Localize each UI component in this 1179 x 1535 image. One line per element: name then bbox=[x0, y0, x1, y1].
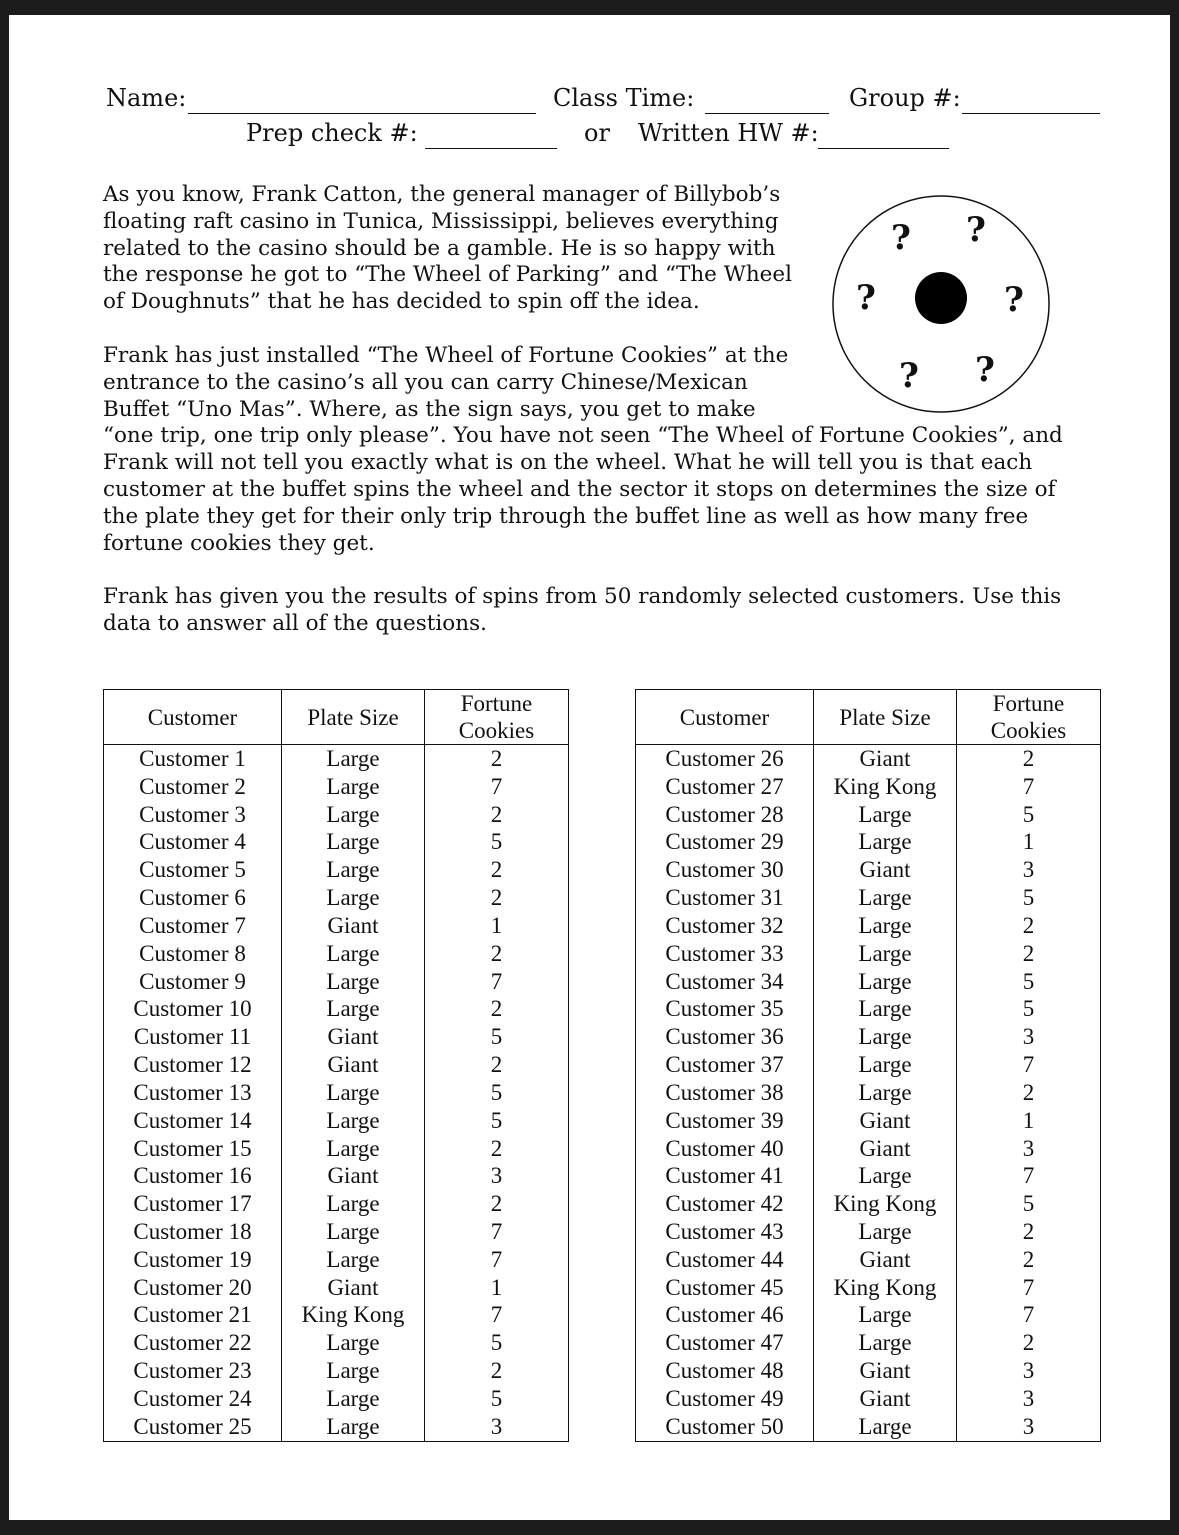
plate-size-cell: Large bbox=[282, 940, 425, 968]
description-line: the plate they get for their only trip through the buffet line as well as how many free bbox=[103, 503, 1029, 529]
fortune-cookies-cell: 2 bbox=[957, 1246, 1101, 1274]
fortune-cookies-cell: 2 bbox=[957, 1329, 1101, 1357]
fortune-cookies-cell: 7 bbox=[425, 1218, 569, 1246]
table-row bbox=[636, 1385, 1101, 1413]
plate-size-cell: Large bbox=[282, 773, 425, 801]
customer-cell: Customer 42 bbox=[636, 1190, 814, 1218]
plate-size-cell: Large bbox=[814, 884, 957, 912]
table-row bbox=[636, 1079, 1101, 1107]
table-row bbox=[636, 1274, 1101, 1302]
customer-cell: Customer 8 bbox=[104, 940, 282, 968]
table-row bbox=[104, 884, 569, 912]
fortune-cookies-cell: 2 bbox=[957, 912, 1101, 940]
fortune-cookies-cell: 7 bbox=[425, 1246, 569, 1274]
customer-cell: Customer 33 bbox=[636, 940, 814, 968]
customer-cell: Customer 20 bbox=[104, 1274, 282, 1302]
fortune-cookies-cell: 5 bbox=[425, 1023, 569, 1051]
fortune-cookies-cell: 5 bbox=[957, 995, 1101, 1023]
fortune-cookies-cell: 7 bbox=[957, 1051, 1101, 1079]
plate-size-cell: Large bbox=[814, 801, 957, 829]
customer-cell: Customer 18 bbox=[104, 1218, 282, 1246]
fortune-cookies-cell: 1 bbox=[425, 912, 569, 940]
fortune-cookies-cell: 7 bbox=[957, 773, 1101, 801]
fortune-cookies-cell: 7 bbox=[957, 1274, 1101, 1302]
customer-cell: Customer 7 bbox=[104, 912, 282, 940]
customer-cell: Customer 5 bbox=[104, 856, 282, 884]
customer-cell: Customer 44 bbox=[636, 1246, 814, 1274]
fortune-cookies-cell: 5 bbox=[425, 1385, 569, 1413]
table-row bbox=[636, 801, 1101, 829]
wheel-unknown-mark: ? bbox=[856, 278, 876, 318]
fortune-cookies-cell: 2 bbox=[425, 1051, 569, 1079]
customer-cell: Customer 1 bbox=[104, 745, 282, 773]
fortune-cookies-cell: 2 bbox=[425, 801, 569, 829]
fortune-cookies-cell: 7 bbox=[425, 1302, 569, 1330]
table-row bbox=[636, 995, 1101, 1023]
table-row bbox=[104, 1329, 569, 1357]
table-row bbox=[104, 1135, 569, 1163]
fortune-header-line: Fortune bbox=[460, 691, 533, 716]
fortune-cookies-cell: 2 bbox=[425, 1357, 569, 1385]
table-row bbox=[104, 745, 569, 773]
wheel-unknown-mark: ? bbox=[891, 218, 911, 258]
table-row bbox=[104, 1302, 569, 1330]
plate-size-cell: Large bbox=[814, 1329, 957, 1357]
fortune-cookies-cell: 2 bbox=[425, 995, 569, 1023]
intro-line: As you know, Frank Catton, the general manager of Billybob’s bbox=[103, 182, 781, 207]
fortune-cookies-column-header bbox=[957, 690, 1101, 745]
plate-size-cell: Large bbox=[282, 1107, 425, 1135]
table-header-row bbox=[104, 690, 569, 745]
fortune-cookies-cell: 3 bbox=[957, 1413, 1101, 1441]
table-header-row bbox=[636, 690, 1101, 745]
table-row bbox=[636, 1051, 1101, 1079]
plate-size-cell: Large bbox=[282, 856, 425, 884]
customer-cell: Customer 12 bbox=[104, 1051, 282, 1079]
table-row bbox=[636, 1107, 1101, 1135]
plate-size-cell: Giant bbox=[282, 1051, 425, 1079]
customer-table-left bbox=[103, 689, 569, 1442]
plate-size-column-header: Plate Size bbox=[814, 690, 957, 745]
plate-size-cell: Giant bbox=[282, 1274, 425, 1302]
customer-cell: Customer 24 bbox=[104, 1385, 282, 1413]
fortune-cookies-cell: 3 bbox=[425, 1413, 569, 1441]
fortune-cookies-cell: 2 bbox=[425, 745, 569, 773]
class-time-field[interactable] bbox=[705, 113, 829, 114]
plate-size-cell: Large bbox=[282, 1357, 425, 1385]
intro-line: of Doughnuts” that he has decided to spin off the idea. bbox=[103, 289, 700, 315]
table-row bbox=[636, 1162, 1101, 1190]
fortune-header-line: Fortune bbox=[992, 691, 1065, 716]
fortune-cookies-cell: 7 bbox=[957, 1162, 1101, 1190]
description-line: Frank will not tell you exactly what is on the wheel. What he will tell you is that each bbox=[103, 450, 1033, 476]
table-row bbox=[636, 1218, 1101, 1246]
plate-size-cell: Giant bbox=[814, 1385, 957, 1413]
customer-cell: Customer 16 bbox=[104, 1162, 282, 1190]
table-row bbox=[636, 1023, 1101, 1051]
intro-line: floating raft casino in Tunica, Mississippi, believes everything bbox=[103, 208, 779, 234]
fortune-cookies-cell: 7 bbox=[425, 968, 569, 996]
table-row bbox=[104, 1051, 569, 1079]
plate-size-cell: Large bbox=[814, 1218, 957, 1246]
customer-cell: Customer 36 bbox=[636, 1023, 814, 1051]
name-field[interactable] bbox=[188, 113, 536, 114]
plate-size-cell: Large bbox=[814, 1079, 957, 1107]
fortune-cookies-cell: 2 bbox=[957, 745, 1101, 773]
plate-size-cell: Giant bbox=[282, 1162, 425, 1190]
customer-cell: Customer 30 bbox=[636, 856, 814, 884]
fortune-cookies-cell: 7 bbox=[425, 773, 569, 801]
table-row bbox=[636, 1246, 1101, 1274]
plate-size-cell: King Kong bbox=[814, 1190, 957, 1218]
customer-cell: Customer 35 bbox=[636, 995, 814, 1023]
customer-cell: Customer 14 bbox=[104, 1107, 282, 1135]
description-line: entrance to the casino’s all you can carry Chinese/Mexican bbox=[103, 369, 748, 395]
table-row bbox=[104, 1246, 569, 1274]
customer-cell: Customer 11 bbox=[104, 1023, 282, 1051]
customer-cell: Customer 43 bbox=[636, 1218, 814, 1246]
customer-table-right bbox=[635, 689, 1101, 1442]
plate-size-cell: Giant bbox=[814, 745, 957, 773]
plate-size-cell: Large bbox=[282, 968, 425, 996]
customer-cell: Customer 6 bbox=[104, 884, 282, 912]
customer-column-header: Customer bbox=[104, 690, 282, 745]
plate-size-cell: King Kong bbox=[814, 773, 957, 801]
fortune-cookies-cell: 5 bbox=[425, 1107, 569, 1135]
fortune-cookies-cell: 3 bbox=[957, 1385, 1101, 1413]
plate-size-cell: Large bbox=[282, 1413, 425, 1441]
customer-cell: Customer 27 bbox=[636, 773, 814, 801]
plate-size-cell: Large bbox=[814, 995, 957, 1023]
plate-size-cell: Large bbox=[282, 1329, 425, 1357]
description-line: “one trip, one trip only please”. You have not seen “The Wheel of Fortune Cookies”, and bbox=[103, 423, 1063, 449]
plate-size-cell: Giant bbox=[814, 1357, 957, 1385]
table-row bbox=[104, 828, 569, 856]
wheel-unknown-mark: ? bbox=[1004, 280, 1024, 320]
customer-cell: Customer 2 bbox=[104, 773, 282, 801]
customer-cell: Customer 19 bbox=[104, 1246, 282, 1274]
customer-cell: Customer 41 bbox=[636, 1162, 814, 1190]
table-row bbox=[104, 912, 569, 940]
or-label: or bbox=[584, 119, 610, 147]
table-row bbox=[104, 856, 569, 884]
customer-cell: Customer 48 bbox=[636, 1357, 814, 1385]
table-row bbox=[636, 912, 1101, 940]
prep-check-label: Prep check #: bbox=[246, 119, 418, 147]
group-label: Group #: bbox=[849, 84, 961, 112]
intro-line: the response he got to “The Wheel of Parking” and “The Wheel bbox=[103, 262, 793, 288]
fortune-cookies-cell: 2 bbox=[425, 1135, 569, 1163]
table-row bbox=[104, 1190, 569, 1218]
plate-size-cell: Large bbox=[282, 1246, 425, 1274]
table-row bbox=[636, 828, 1101, 856]
fortune-cookies-cell: 2 bbox=[425, 856, 569, 884]
fortune-cookies-cell: 3 bbox=[957, 1357, 1101, 1385]
description-line: Frank has just installed “The Wheel of Fortune Cookies” at the bbox=[103, 343, 789, 368]
description-line: fortune cookies they get. bbox=[103, 530, 375, 556]
name-label: Name: bbox=[106, 84, 187, 112]
plate-size-cell: Large bbox=[814, 968, 957, 996]
customer-cell: Customer 37 bbox=[636, 1051, 814, 1079]
customer-cell: Customer 31 bbox=[636, 884, 814, 912]
fortune-cookies-cell: 1 bbox=[957, 828, 1101, 856]
plate-size-cell: Large bbox=[282, 1135, 425, 1163]
table-row bbox=[636, 968, 1101, 996]
plate-size-cell: Large bbox=[282, 801, 425, 829]
plate-size-cell: Giant bbox=[814, 1107, 957, 1135]
fortune-cookies-cell: 5 bbox=[957, 1190, 1101, 1218]
table-row bbox=[104, 1218, 569, 1246]
plate-size-cell: Large bbox=[282, 1218, 425, 1246]
customer-cell: Customer 49 bbox=[636, 1385, 814, 1413]
table-row bbox=[636, 1329, 1101, 1357]
fortune-cookies-cell: 2 bbox=[425, 940, 569, 968]
customer-cell: Customer 46 bbox=[636, 1302, 814, 1330]
table-row bbox=[104, 940, 569, 968]
table-row bbox=[636, 940, 1101, 968]
group-field[interactable] bbox=[962, 113, 1100, 114]
plate-size-cell: Giant bbox=[814, 856, 957, 884]
table-row bbox=[104, 1274, 569, 1302]
customer-cell: Customer 3 bbox=[104, 801, 282, 829]
customer-cell: Customer 10 bbox=[104, 995, 282, 1023]
table-row bbox=[636, 884, 1101, 912]
plate-size-cell: Large bbox=[814, 940, 957, 968]
customer-cell: Customer 21 bbox=[104, 1302, 282, 1330]
plate-size-cell: Large bbox=[282, 995, 425, 1023]
plate-size-cell: Giant bbox=[814, 1246, 957, 1274]
wheel-hub bbox=[915, 272, 967, 324]
description-line: customer at the buffet spins the wheel and the sector it stops on determines the size of bbox=[103, 476, 1056, 502]
table-row bbox=[636, 1302, 1101, 1330]
wheel-unknown-mark: ? bbox=[899, 356, 919, 396]
fortune-cookies-cell: 3 bbox=[957, 1135, 1101, 1163]
plate-size-cell: Giant bbox=[282, 912, 425, 940]
plate-size-cell: Large bbox=[282, 1190, 425, 1218]
plate-size-cell: Large bbox=[814, 1302, 957, 1330]
table-row bbox=[104, 995, 569, 1023]
plate-size-cell: Large bbox=[814, 912, 957, 940]
table-row bbox=[636, 856, 1101, 884]
intro-paragraph bbox=[103, 182, 792, 316]
plate-size-cell: Large bbox=[282, 1079, 425, 1107]
fortune-cookies-cell: 3 bbox=[425, 1162, 569, 1190]
fortune-cookies-cell: 5 bbox=[957, 884, 1101, 912]
intro-line: related to the casino should be a gamble. He is so happy with bbox=[103, 235, 776, 261]
customer-cell: Customer 17 bbox=[104, 1190, 282, 1218]
table-row bbox=[104, 801, 569, 829]
plate-size-cell: Large bbox=[814, 1413, 957, 1441]
plate-size-cell: Giant bbox=[282, 1023, 425, 1051]
written-hw-field[interactable] bbox=[818, 148, 949, 149]
table-row bbox=[104, 1023, 569, 1051]
written-hw-label: Written HW #: bbox=[638, 119, 819, 147]
plate-size-cell: Large bbox=[814, 1162, 957, 1190]
fortune-cookies-cell: 5 bbox=[425, 1329, 569, 1357]
table-row bbox=[636, 1413, 1101, 1441]
instruction-paragraph bbox=[103, 584, 1061, 638]
customer-cell: Customer 25 bbox=[104, 1413, 282, 1441]
table-row bbox=[636, 1357, 1101, 1385]
table-row bbox=[636, 1190, 1101, 1218]
cookies-header-line: Cookies bbox=[990, 718, 1067, 743]
customer-cell: Customer 50 bbox=[636, 1413, 814, 1441]
table-row bbox=[104, 1385, 569, 1413]
wheel-unknown-mark: ? bbox=[975, 350, 995, 390]
customer-cell: Customer 32 bbox=[636, 912, 814, 940]
table-row bbox=[104, 1162, 569, 1190]
fortune-cookies-cell: 1 bbox=[425, 1274, 569, 1302]
customer-cell: Customer 15 bbox=[104, 1135, 282, 1163]
customer-cell: Customer 29 bbox=[636, 828, 814, 856]
customer-cell: Customer 34 bbox=[636, 968, 814, 996]
table-row bbox=[636, 1135, 1101, 1163]
plate-size-cell: King Kong bbox=[282, 1302, 425, 1330]
fortune-cookies-cell: 3 bbox=[957, 856, 1101, 884]
fortune-cookies-cell: 2 bbox=[425, 884, 569, 912]
plate-size-cell: King Kong bbox=[814, 1274, 957, 1302]
customer-table-right-body bbox=[636, 745, 1101, 1442]
table-row bbox=[104, 968, 569, 996]
plate-size-cell: Large bbox=[282, 1385, 425, 1413]
customer-cell: Customer 22 bbox=[104, 1329, 282, 1357]
customer-column-header: Customer bbox=[636, 690, 814, 745]
customer-cell: Customer 47 bbox=[636, 1329, 814, 1357]
prep-check-field[interactable] bbox=[425, 148, 557, 149]
table-row bbox=[104, 1413, 569, 1441]
wheel-unknown-mark: ? bbox=[966, 210, 986, 250]
plate-size-cell: Large bbox=[282, 828, 425, 856]
fortune-cookies-cell: 5 bbox=[425, 828, 569, 856]
fortune-cookies-cell: 2 bbox=[957, 1079, 1101, 1107]
fortune-cookies-cell: 5 bbox=[957, 968, 1101, 996]
plate-size-cell: Large bbox=[814, 1051, 957, 1079]
fortune-cookies-cell: 1 bbox=[957, 1107, 1101, 1135]
table-row bbox=[104, 1357, 569, 1385]
class-time-label: Class Time: bbox=[553, 84, 695, 112]
customer-cell: Customer 26 bbox=[636, 745, 814, 773]
table-row bbox=[636, 745, 1101, 773]
fortune-cookies-cell: 2 bbox=[425, 1190, 569, 1218]
plate-size-column-header: Plate Size bbox=[282, 690, 425, 745]
customer-cell: Customer 13 bbox=[104, 1079, 282, 1107]
customer-cell: Customer 40 bbox=[636, 1135, 814, 1163]
table-row bbox=[104, 1107, 569, 1135]
fortune-cookies-cell: 5 bbox=[957, 801, 1101, 829]
table-row bbox=[104, 773, 569, 801]
cookies-header-line: Cookies bbox=[458, 718, 535, 743]
instruction-line: data to answer all of the questions. bbox=[103, 610, 487, 636]
customer-cell: Customer 28 bbox=[636, 801, 814, 829]
worksheet-page bbox=[9, 15, 1170, 1520]
fortune-cookies-cell: 7 bbox=[957, 1302, 1101, 1330]
fortune-cookies-cell: 3 bbox=[957, 1023, 1101, 1051]
plate-size-cell: Large bbox=[814, 828, 957, 856]
table-row bbox=[104, 1079, 569, 1107]
customer-cell: Customer 23 bbox=[104, 1357, 282, 1385]
description-line: Buffet “Uno Mas”. Where, as the sign says, you get to make bbox=[103, 396, 756, 422]
fortune-cookies-cell: 5 bbox=[425, 1079, 569, 1107]
instruction-line: Frank has given you the results of spins from 50 randomly selected customers. Use this bbox=[103, 584, 1062, 609]
customer-cell: Customer 4 bbox=[104, 828, 282, 856]
fortune-cookies-cell: 2 bbox=[957, 1218, 1101, 1246]
plate-size-cell: Large bbox=[282, 884, 425, 912]
customer-cell: Customer 9 bbox=[104, 968, 282, 996]
customer-table-left-body bbox=[104, 745, 569, 1442]
fortune-cookies-column-header bbox=[425, 690, 569, 745]
customer-cell: Customer 39 bbox=[636, 1107, 814, 1135]
plate-size-cell: Large bbox=[282, 745, 425, 773]
plate-size-cell: Giant bbox=[814, 1135, 957, 1163]
customer-cell: Customer 38 bbox=[636, 1079, 814, 1107]
table-row bbox=[636, 773, 1101, 801]
plate-size-cell: Large bbox=[814, 1023, 957, 1051]
fortune-cookies-cell: 2 bbox=[957, 940, 1101, 968]
fortune-wheel-illustration bbox=[821, 187, 1061, 427]
customer-cell: Customer 45 bbox=[636, 1274, 814, 1302]
